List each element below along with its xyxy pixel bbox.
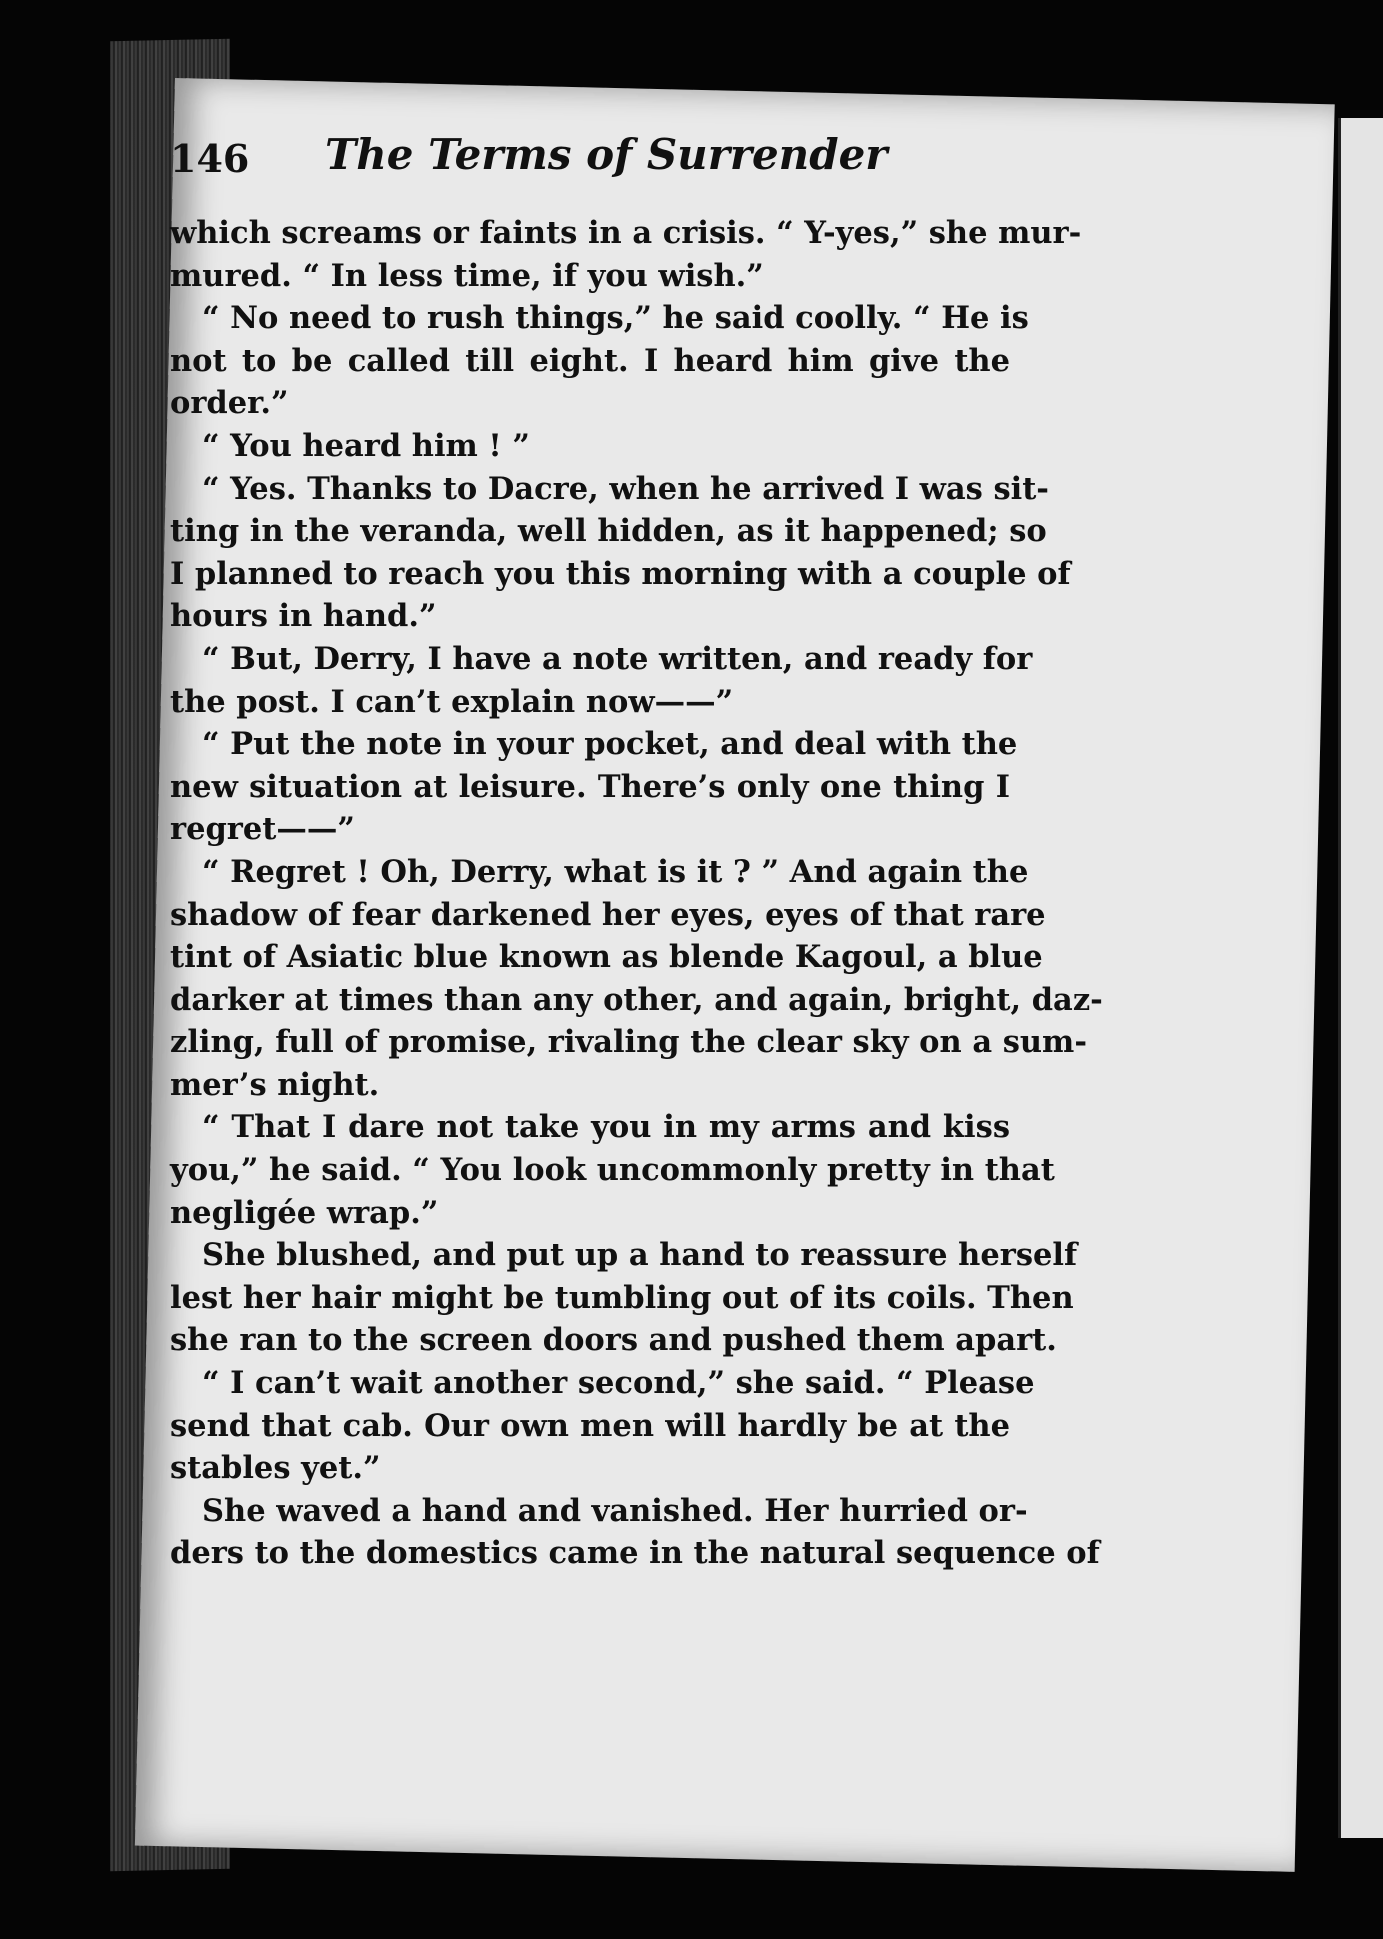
text-line: She waved a hand and vanished. Her hurried or- (202, 1492, 1028, 1529)
text-line: lest her hair might be tumbling out of its coils. Then (170, 1279, 1074, 1316)
text-line: ting in the veranda, well hidden, as it happened; so (170, 513, 1047, 550)
page-number: 146 (170, 136, 250, 181)
text-line: negligée wrap.” (170, 1194, 439, 1231)
text-line: mured. “ In less time, if you wish.” (170, 257, 764, 294)
page-header (170, 130, 888, 200)
text-line: not to be called till eight. I heard him give the (170, 342, 1010, 379)
running-title: The Terms of Surrender (325, 130, 888, 179)
text-line: She blushed, and put up a hand to reassure herself (202, 1237, 1078, 1274)
text-line: “ No need to rush things,” he said coolly. “ He is (202, 300, 1029, 337)
text-line: new situation at leisure. There’s only one thing I (170, 768, 1010, 805)
text-line: regret——” (170, 811, 355, 848)
text-line: you,” he said. “ You look uncommonly pretty in that (170, 1152, 1055, 1189)
facing-page-edge (1338, 118, 1383, 1838)
text-line: “ Put the note in your pocket, and deal with the (202, 726, 1018, 763)
text-line: “ Yes. Thanks to Dacre, when he arrived I was sit- (202, 470, 1049, 507)
text-line: ders to the domestics came in the natural sequence of (170, 1535, 1100, 1572)
text-line: order.” (170, 385, 289, 422)
text-line: mer’s night. (170, 1066, 380, 1103)
text-line: “ That I dare not take you in my arms and kiss (202, 1109, 1010, 1146)
text-line: “ Regret ! Oh, Derry, what is it ? ” And again the (202, 853, 1029, 890)
text-line: “ You heard him ! ” (202, 427, 530, 464)
text-line: the post. I can’t explain now——” (170, 683, 734, 720)
text-line: tint of Asiatic blue known as blende Kagoul, a blue (170, 939, 1043, 976)
text-line: darker at times than any other, and again, bright, daz- (170, 981, 1103, 1018)
text-line: hours in hand.” (170, 598, 437, 635)
text-line: “ I can’t wait another second,” she said. “ Please (202, 1365, 1035, 1402)
text-line: stables yet.” (170, 1450, 381, 1487)
text-line: shadow of fear darkened her eyes, eyes of that rare (170, 896, 1046, 933)
text-line: she ran to the screen doors and pushed them apart. (170, 1322, 1057, 1359)
text-line: which screams or faints in a crisis. “ Y-yes,” she mur- (170, 215, 1082, 251)
text-line: “ But, Derry, I have a note written, and ready for (202, 640, 1033, 677)
text-line: zling, full of promise, rivaling the clear sky on a sum- (170, 1024, 1087, 1061)
body-text (170, 212, 1103, 1575)
text-line: I planned to reach you this morning with a couple of (170, 555, 1071, 592)
text-line: send that cab. Our own men will hardly be at the (170, 1407, 1010, 1444)
